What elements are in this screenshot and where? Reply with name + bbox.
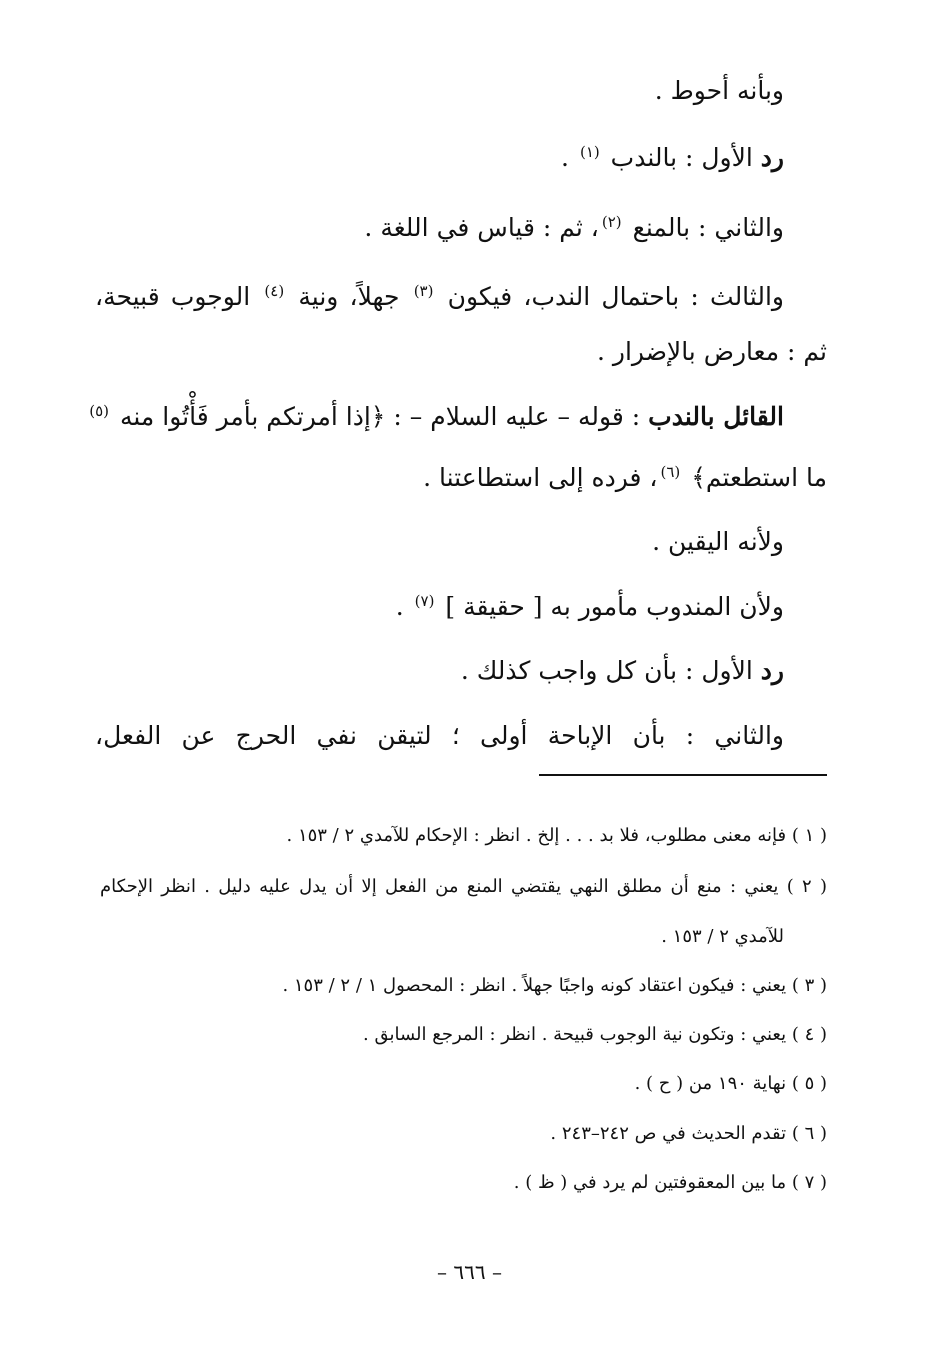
line-text: الأول : بأن كل واجب كذلك . xyxy=(460,656,761,685)
footnote-2 xyxy=(100,874,827,900)
text-line-5 xyxy=(597,335,827,369)
line-text: ولأن المندوب مأمور به [ حقيقة ] xyxy=(437,592,784,621)
footnote-3 xyxy=(282,973,827,999)
footnote-text: ( ٦ ) تقدم الحديث في ص ٢٤٢–٢٤٣ . xyxy=(550,1123,827,1144)
footnote-2-continued xyxy=(661,924,784,950)
text-line-2 xyxy=(561,141,784,178)
line-text: وبأنه أحوط . xyxy=(654,76,784,105)
text-line-4 xyxy=(95,280,784,317)
line-text: والثاني : بأن الإباحة أولى ؛ لتيقن نفي الحرج عن الفعل، xyxy=(95,721,784,750)
line-text: الأول : بالندب xyxy=(602,143,761,172)
text-line-7 xyxy=(423,461,827,498)
footnote-6 xyxy=(550,1121,827,1147)
footnote-ref: (٥) xyxy=(89,402,110,420)
text-line-1 xyxy=(655,74,784,108)
footnote-text: ( ٧ ) ما بين المعقوفتين لم يرد في ( ظ ) . xyxy=(513,1172,827,1193)
line-text: والثاني : بالمنع xyxy=(624,213,784,242)
line-text-end: . xyxy=(561,143,577,172)
text-line-8 xyxy=(652,525,784,559)
footnote-ref: (٢) xyxy=(601,213,622,231)
footnote-ref: (٤) xyxy=(264,282,285,300)
footnote-4 xyxy=(363,1022,827,1048)
footnote-ref: (٦) xyxy=(660,463,681,481)
line-text: : قوله – عليه السلام – : ﴿إذا أمرتكم بأمر فَأْتُوا منه xyxy=(112,402,649,431)
footnote-separator xyxy=(539,774,827,776)
text-line-11 xyxy=(95,719,784,753)
footnote-7 xyxy=(514,1170,827,1196)
footnote-5 xyxy=(635,1071,827,1097)
footnote-text: ( ٥ ) نهاية ١٩٠ من ( ح ) . xyxy=(634,1073,827,1094)
bold-lead: القائل بالندب xyxy=(648,402,784,431)
line-text-end: ، فرده إلى استطاعتنا . xyxy=(423,463,658,492)
line-text: والثالث : باحتمال الندب، فيكون xyxy=(436,282,784,311)
footnote-text: ( ٢ ) يعني : منع أن مطلق النهي يقتضي المنع من الفعل إلا أن يدل عليه دليل . انظر الإحكام xyxy=(100,876,828,897)
line-text-end: . xyxy=(395,592,412,621)
footnote-1 xyxy=(286,823,827,849)
bold-lead: رد xyxy=(760,656,784,685)
bold-lead: رد xyxy=(760,143,784,172)
footnote-text: ( ٤ ) يعني : وتكون نية الوجوب قبيحة . انظر : المرجع السابق . xyxy=(363,1024,827,1045)
line-text: ما استطعتم﴾ xyxy=(683,463,827,492)
text-line-6 xyxy=(89,400,784,437)
line-text: ولأنه اليقين . xyxy=(652,527,784,556)
footnote-text: ( ١ ) فإنه معنى مطلوب، فلا بد . . . إلخ . انظر : الإحكام للآمدي ٢ / ١٥٣ . xyxy=(286,825,827,846)
line-text-end: الوجوب قبيحة، xyxy=(95,282,262,311)
footnote-ref: (٧) xyxy=(414,592,435,610)
text-line-3 xyxy=(364,211,784,248)
footnote-text: ( ٣ ) يعني : فيكون اعتقاد كونه واجبًا جهلاً . انظر : المحصول ١ / ٢ / ١٥٣ . xyxy=(282,975,827,996)
text-line-9 xyxy=(396,590,784,627)
text-line-10 xyxy=(461,654,784,688)
footnote-ref: (١) xyxy=(579,143,600,161)
line-text-mid: جهلاً، ونية xyxy=(287,282,411,311)
footnote-text: للآمدي ٢ / ١٥٣ . xyxy=(661,926,784,947)
line-text-end: ، ثم : قياس في اللغة . xyxy=(364,213,599,242)
page-number: – ٦٦٦ – xyxy=(437,1260,502,1284)
line-text: ثم : معارض بالإضرار . xyxy=(597,337,827,366)
footnote-ref: (٣) xyxy=(413,282,434,300)
